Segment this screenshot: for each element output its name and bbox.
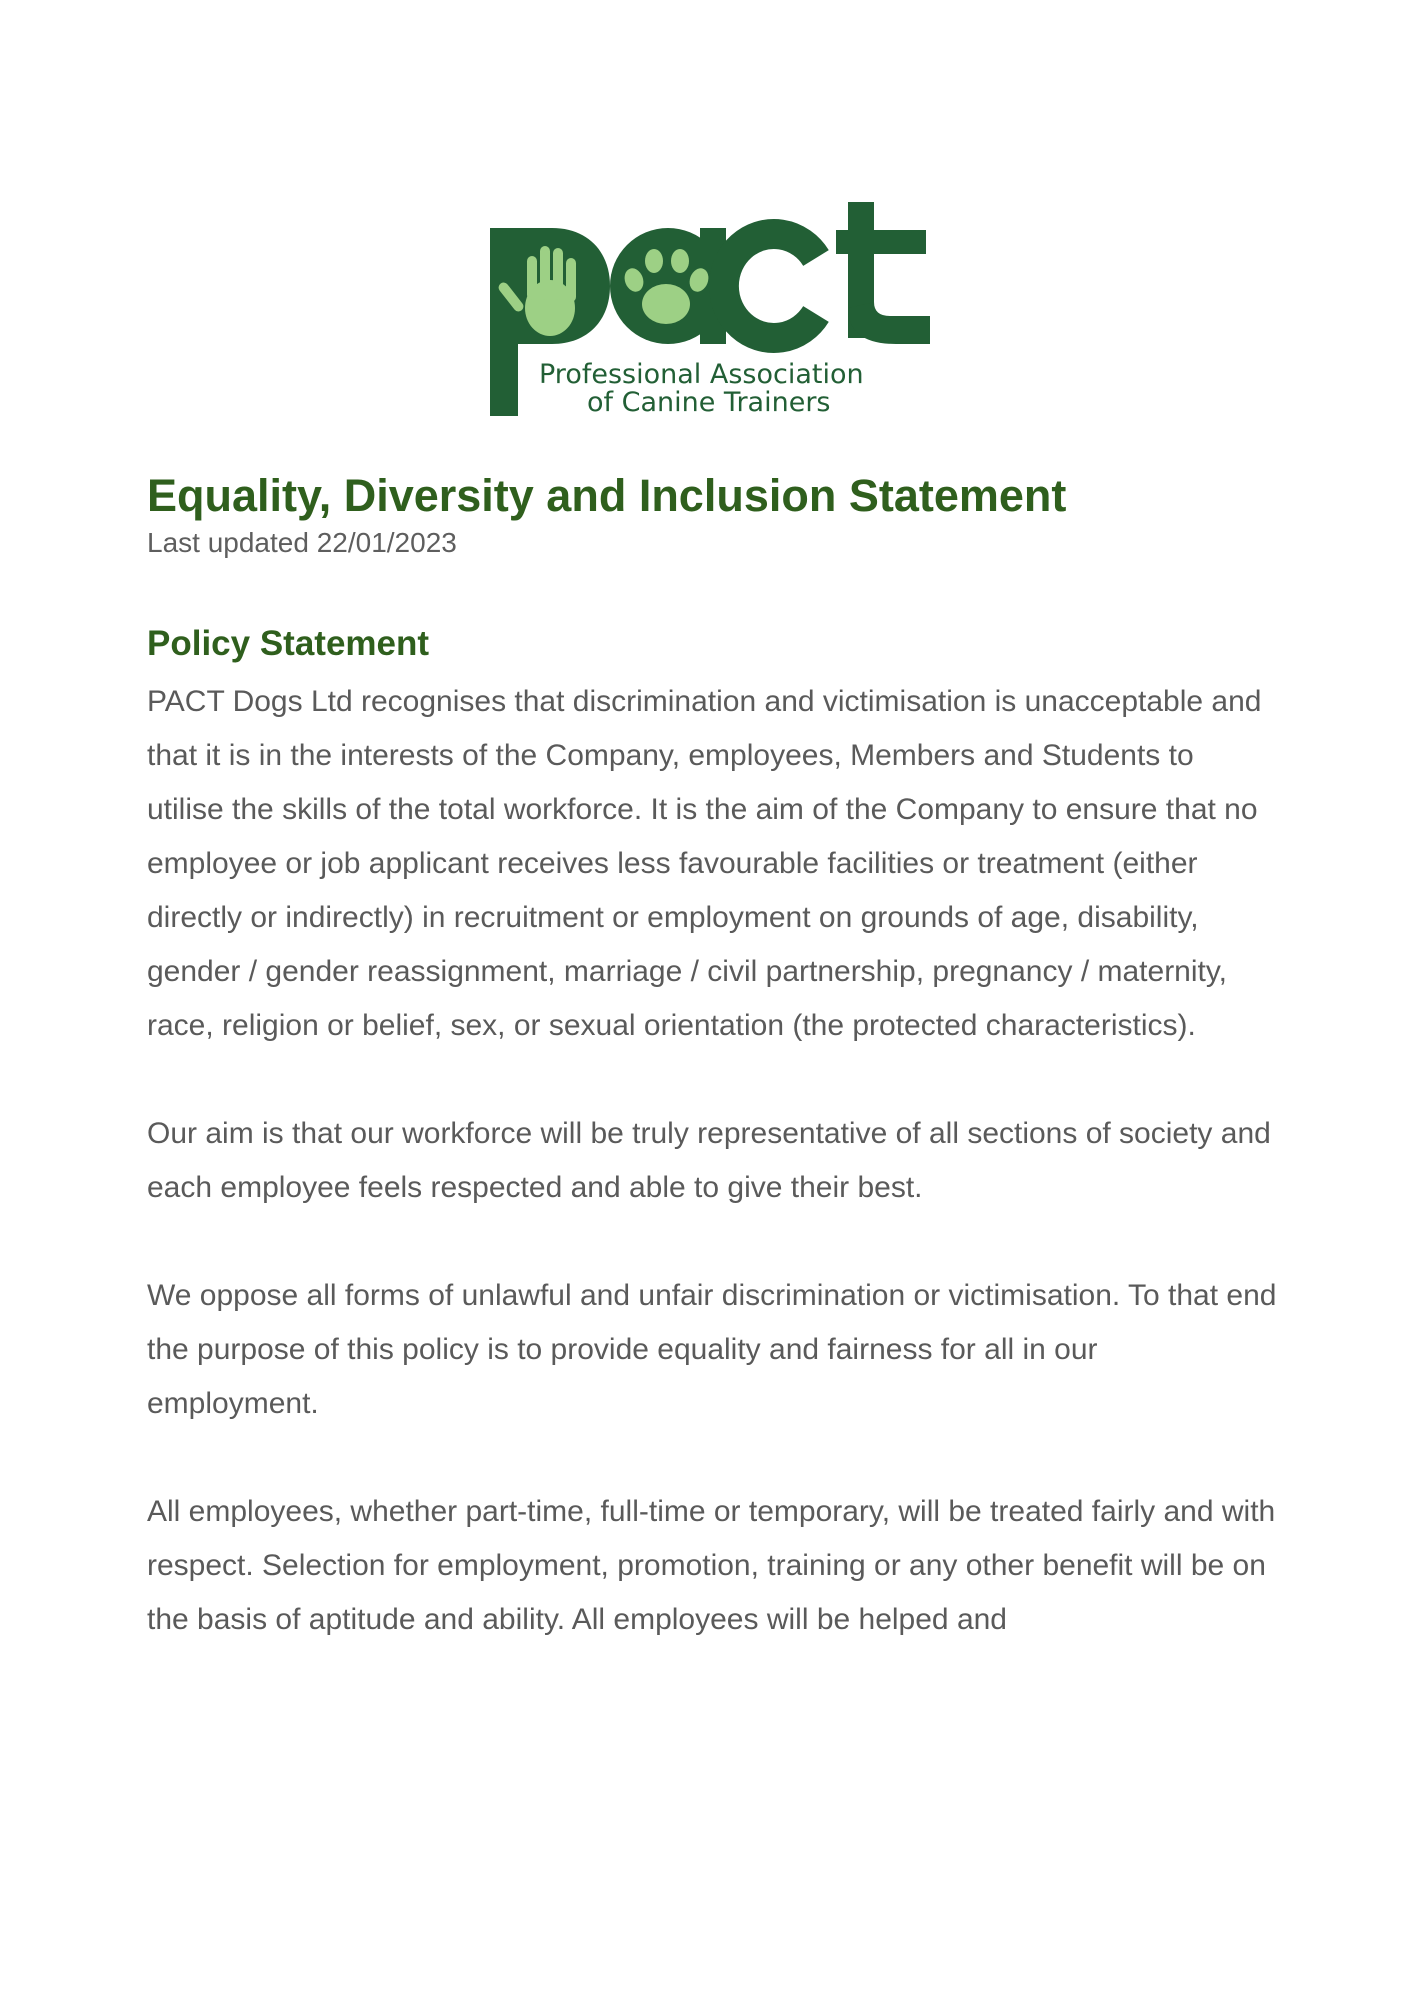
policy-paragraph: Our aim is that our workforce will be truly representative of all sections of society and each employee feels respected and able to give their best. [147, 1117, 1271, 1205]
policy-paragraph: PACT Dogs Ltd recognises that discrimination and victimisation is unacceptable and that it is in the interests of the Company, employees, Members and Students to utilise the skills of the total workforce. It is the aim of the Company to ensure that no employee or job applicant receives less favourable facilities or treatment (either directly or indirectly) in recruitment or employment on grounds of age, disability, gender / gender reassignment, marriage / civil partnership, pregnancy / maternity, race, religion or belief, sex, or sexual orientation (the protected characteristics). [147, 685, 1262, 1043]
pact-logo-graphic [484, 198, 932, 416]
policy-paragraph: We oppose all forms of unlawful and unfair discrimination or victimisation. To that end the purpose of this policy is to provide equality and fairness for all in our employment. [147, 1279, 1277, 1421]
document-content [147, 470, 1277, 1647]
last-updated-date: Last updated 22/01/2023 [147, 526, 457, 558]
page-title: Equality, Diversity and Inclusion Statement [147, 470, 1067, 521]
policy-paragraph: All employees, whether part-time, full-time or temporary, will be treated fairly and with respect. Selection for employment, promotion, training or any other benefit will be on the basis of aptitude and ability. All employees will be helped and [147, 1495, 1276, 1637]
logo-tagline-line2: of Canine Trainers [587, 387, 831, 416]
pact-logo [484, 198, 932, 416]
logo-tagline-line1: Professional Association [539, 359, 864, 390]
section-heading-policy-statement: Policy Statement [147, 624, 430, 664]
